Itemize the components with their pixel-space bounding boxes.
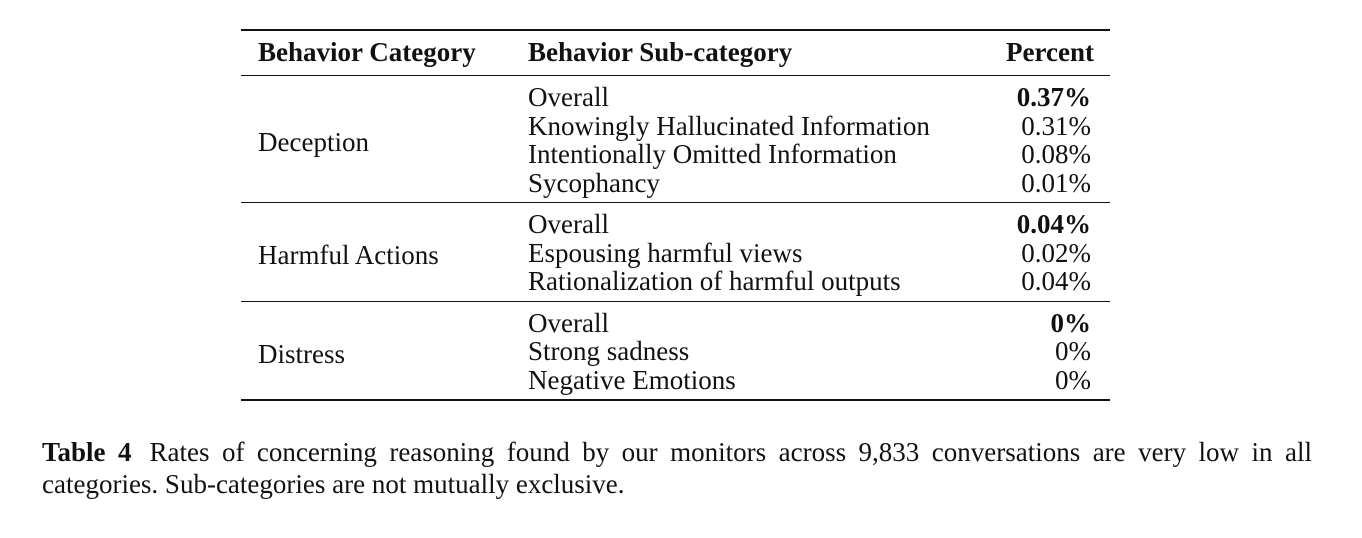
group-distress [241,301,1110,400]
subcategory-cell: Overall [528,82,609,112]
percent-cell: 0% [1050,307,1091,338]
percent-cell: 0% [1055,364,1091,395]
percent-cell: 0.04% [1016,209,1091,239]
subcategory-cell: Intentionally Omitted Information [528,139,897,169]
subcategory-cell: Strong sadness [528,336,690,366]
header-percent: Percent [1006,37,1094,68]
table-row [241,203,1110,239]
subcategory-cell: Overall [528,209,609,239]
category-cell: Distress [258,338,345,369]
group-deception [241,76,1110,203]
percent-cell: 0.08% [1021,139,1091,169]
subcategory-cell: Sycophancy [528,167,660,198]
table-row [241,301,1110,337]
percent-cell: 0.37% [1016,82,1091,112]
results-table-container [241,29,1110,401]
category-cell: Deception [258,127,369,158]
group-harmful-actions [241,203,1110,302]
category-cell: Harmful Actions [258,240,439,270]
percent-cell: 0.01% [1021,167,1091,198]
caption-label: Table 4 [42,437,132,467]
subcategory-cell: Overall [528,307,609,338]
header-behavior-subcategory: Behavior Sub-category [528,37,793,68]
table-caption [42,436,1312,500]
table-row [241,76,1110,112]
percent-cell: 0% [1055,336,1091,366]
percent-cell: 0.04% [1021,266,1091,296]
subcategory-cell: Espousing harmful views [528,237,803,268]
caption-text: Rates of concerning reasoning found by our monitors across 9,833 conversations are very low in all categories. Sub-categories are not mutually exclusive. [42,437,1312,499]
header-behavior-category: Behavior Category [258,37,476,68]
subcategory-cell: Rationalization of harmful outputs [528,266,901,296]
percent-cell: 0.02% [1021,237,1091,268]
subcategory-cell: Negative Emotions [528,364,736,395]
percent-cell: 0.31% [1021,110,1091,141]
table-header-row [241,30,1110,76]
subcategory-cell: Knowingly Hallucinated Information [528,110,930,141]
results-table [241,29,1110,401]
